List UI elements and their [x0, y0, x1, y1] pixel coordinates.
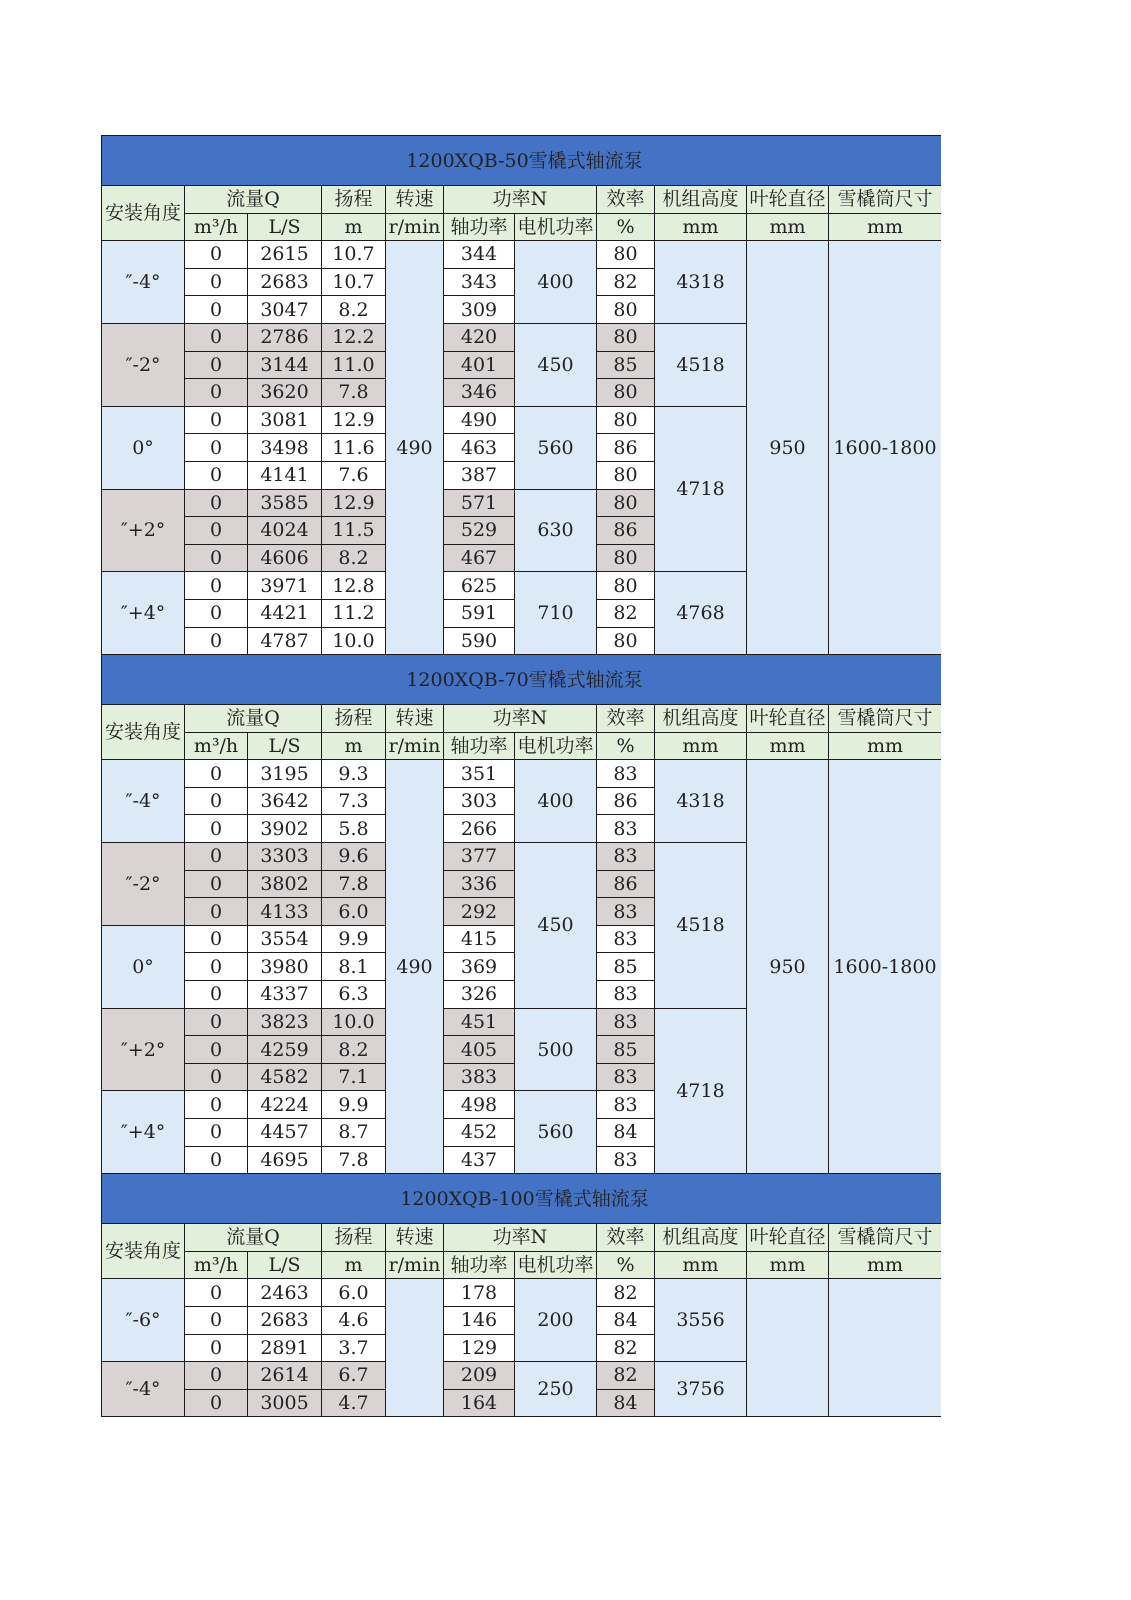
efficiency-cell: 83 [597, 1146, 655, 1174]
efficiency-cell: 85 [597, 953, 655, 981]
shaft-power-cell: 266 [444, 815, 515, 843]
header-flow: 流量Q [185, 1224, 322, 1252]
efficiency-cell: 86 [597, 787, 655, 815]
shaft-power-cell: 303 [444, 787, 515, 815]
flow-ls-cell: 3081 [248, 406, 322, 434]
flow-m3h-cell: 0 [185, 268, 248, 296]
header-unit-height: 机组高度 [655, 186, 747, 214]
shaft-power-cell: 343 [444, 268, 515, 296]
shaft-power-cell: 336 [444, 870, 515, 898]
flow-m3h-cell: 0 [185, 1279, 248, 1307]
efficiency-cell: 80 [597, 296, 655, 324]
flow-m3h-cell: 0 [185, 1334, 248, 1362]
speed-cell: 490 [386, 241, 444, 655]
efficiency-cell: 82 [597, 1279, 655, 1307]
flow-ls-cell: 4695 [248, 1146, 322, 1174]
efficiency-cell: 83 [597, 981, 655, 1009]
angle-cell: 0° [102, 925, 185, 1008]
head-cell: 7.6 [322, 461, 386, 489]
angle-cell: ″-4° [102, 1362, 185, 1417]
flow-m3h-cell: 0 [185, 815, 248, 843]
head-cell: 9.6 [322, 843, 386, 871]
flow-ls-cell: 2614 [248, 1362, 322, 1390]
unit-flow-m3h: m³/h [185, 732, 248, 760]
unit-speed: r/min [386, 732, 444, 760]
flow-ls-cell: 3802 [248, 870, 322, 898]
shaft-power-cell: 451 [444, 1008, 515, 1036]
unit-efficiency: % [597, 1251, 655, 1279]
unit-height-cell: 4518 [655, 843, 747, 1009]
flow-m3h-cell: 0 [185, 544, 248, 572]
flow-m3h-cell: 0 [185, 351, 248, 379]
shaft-power-cell: 591 [444, 599, 515, 627]
motor-power-cell: 500 [515, 1008, 597, 1091]
flow-m3h-cell: 0 [185, 406, 248, 434]
flow-m3h-cell: 0 [185, 627, 248, 655]
shaft-power-cell: 344 [444, 241, 515, 269]
angle-cell: ″+4° [102, 1091, 185, 1174]
efficiency-cell: 86 [597, 434, 655, 462]
head-cell: 10.0 [322, 1008, 386, 1036]
header-unit-height: 机组高度 [655, 705, 747, 733]
flow-m3h-cell: 0 [185, 760, 248, 788]
flow-m3h-cell: 0 [185, 981, 248, 1009]
table-title: 1200XQB-70雪橇式轴流泵 [102, 655, 942, 705]
shaft-power-cell: 590 [444, 627, 515, 655]
flow-ls-cell: 3980 [248, 953, 322, 981]
motor-power-cell: 710 [515, 572, 597, 655]
table-title: 1200XQB-100雪橇式轴流泵 [102, 1174, 942, 1224]
header-efficiency: 效率 [597, 1224, 655, 1252]
unit-impeller-diameter: mm [747, 732, 829, 760]
flow-m3h-cell: 0 [185, 953, 248, 981]
head-cell: 11.5 [322, 517, 386, 545]
efficiency-cell: 84 [597, 1119, 655, 1147]
unit-flow-m3h: m³/h [185, 213, 248, 241]
angle-cell: 0° [102, 406, 185, 489]
shaft-power-cell: 129 [444, 1334, 515, 1362]
efficiency-cell: 83 [597, 1008, 655, 1036]
angle-cell: ″+4° [102, 572, 185, 655]
flow-ls-cell: 2615 [248, 241, 322, 269]
flow-m3h-cell: 0 [185, 599, 248, 627]
flow-m3h-cell: 0 [185, 1146, 248, 1174]
shaft-power-cell: 401 [444, 351, 515, 379]
flow-ls-cell: 3144 [248, 351, 322, 379]
flow-m3h-cell: 0 [185, 870, 248, 898]
header-sledge-size: 雪橇筒尺寸 [829, 186, 942, 214]
shaft-power-cell: 405 [444, 1036, 515, 1064]
flow-m3h-cell: 0 [185, 925, 248, 953]
head-cell: 10.0 [322, 627, 386, 655]
flow-ls-cell: 3585 [248, 489, 322, 517]
efficiency-cell: 80 [597, 406, 655, 434]
shaft-power-cell: 415 [444, 925, 515, 953]
header-flow: 流量Q [185, 186, 322, 214]
title-row [102, 136, 942, 186]
motor-power-cell: 250 [515, 1362, 597, 1417]
flow-ls-cell: 4421 [248, 599, 322, 627]
header-row [102, 1224, 942, 1252]
efficiency-cell: 83 [597, 843, 655, 871]
flow-m3h-cell: 0 [185, 572, 248, 600]
shaft-power-cell: 571 [444, 489, 515, 517]
header-speed: 转速 [386, 1224, 444, 1252]
flow-ls-cell: 3642 [248, 787, 322, 815]
flow-m3h-cell: 0 [185, 1036, 248, 1064]
unit-sledge-size: mm [829, 732, 942, 760]
motor-power-cell: 560 [515, 406, 597, 489]
header-head: 扬程 [322, 1224, 386, 1252]
shaft-power-cell: 467 [444, 544, 515, 572]
header-impeller-diameter: 叶轮直径 [747, 1224, 829, 1252]
head-cell: 4.7 [322, 1389, 386, 1417]
head-cell: 7.3 [322, 787, 386, 815]
unit-height-cell: 4718 [655, 1008, 747, 1174]
head-cell: 8.2 [322, 544, 386, 572]
header-angle: 安装角度 [102, 1224, 185, 1279]
shaft-power-cell: 369 [444, 953, 515, 981]
head-cell: 4.6 [322, 1306, 386, 1334]
flow-ls-cell: 4024 [248, 517, 322, 545]
efficiency-cell: 80 [597, 544, 655, 572]
flow-ls-cell: 3902 [248, 815, 322, 843]
efficiency-cell: 82 [597, 1362, 655, 1390]
efficiency-cell: 84 [597, 1389, 655, 1417]
unit-height-cell: 4718 [655, 406, 747, 572]
head-cell: 10.7 [322, 268, 386, 296]
shaft-power-cell: 146 [444, 1306, 515, 1334]
unit-flow-ls: L/S [248, 213, 322, 241]
flow-ls-cell: 3823 [248, 1008, 322, 1036]
efficiency-cell: 80 [597, 379, 655, 407]
data-row [102, 760, 942, 788]
unit-impeller-diameter: mm [747, 213, 829, 241]
motor-power-cell: 630 [515, 489, 597, 572]
unit-flow-m3h: m³/h [185, 1251, 248, 1279]
angle-cell: ″-4° [102, 760, 185, 843]
head-cell: 8.1 [322, 953, 386, 981]
shaft-power-cell: 346 [444, 379, 515, 407]
unit-height-cell: 4768 [655, 572, 747, 655]
unit-height-cell: 3756 [655, 1362, 747, 1417]
head-cell: 6.0 [322, 898, 386, 926]
shaft-power-cell: 490 [444, 406, 515, 434]
flow-m3h-cell: 0 [185, 1389, 248, 1417]
header-impeller-diameter: 叶轮直径 [747, 186, 829, 214]
shaft-power-cell: 377 [444, 843, 515, 871]
head-cell: 9.9 [322, 1091, 386, 1119]
shaft-power-cell: 463 [444, 434, 515, 462]
flow-ls-cell: 3971 [248, 572, 322, 600]
sledge-size-cell [829, 1279, 942, 1417]
angle-cell: ″+2° [102, 489, 185, 572]
shaft-power-cell: 326 [444, 981, 515, 1009]
motor-power-cell: 560 [515, 1091, 597, 1174]
shaft-power-cell: 452 [444, 1119, 515, 1147]
efficiency-cell: 82 [597, 268, 655, 296]
flow-m3h-cell: 0 [185, 843, 248, 871]
shaft-power-cell: 209 [444, 1362, 515, 1390]
unit-unit-height: mm [655, 732, 747, 760]
head-cell: 11.0 [322, 351, 386, 379]
motor-power-cell: 400 [515, 241, 597, 324]
motor-power-cell: 450 [515, 323, 597, 406]
efficiency-cell: 83 [597, 898, 655, 926]
flow-m3h-cell: 0 [185, 489, 248, 517]
header-head: 扬程 [322, 705, 386, 733]
unit-motor-power: 电机功率 [515, 732, 597, 760]
pump-spec-table [101, 135, 941, 1417]
efficiency-cell: 80 [597, 572, 655, 600]
impeller-diameter-cell: 950 [747, 241, 829, 655]
angle-cell: ″-4° [102, 241, 185, 324]
header-sledge-size: 雪橇筒尺寸 [829, 705, 942, 733]
unit-head: m [322, 732, 386, 760]
angle-cell: ″-2° [102, 323, 185, 406]
head-cell: 12.2 [322, 323, 386, 351]
efficiency-cell: 83 [597, 925, 655, 953]
flow-ls-cell: 3554 [248, 925, 322, 953]
header-head: 扬程 [322, 186, 386, 214]
unit-sledge-size: mm [829, 213, 942, 241]
flow-ls-cell: 4259 [248, 1036, 322, 1064]
flow-ls-cell: 2786 [248, 323, 322, 351]
unit-unit-height: mm [655, 1251, 747, 1279]
efficiency-cell: 83 [597, 815, 655, 843]
shaft-power-cell: 383 [444, 1063, 515, 1091]
shaft-power-cell: 420 [444, 323, 515, 351]
efficiency-cell: 80 [597, 627, 655, 655]
flow-ls-cell: 4606 [248, 544, 322, 572]
unit-speed: r/min [386, 213, 444, 241]
shaft-power-cell: 164 [444, 1389, 515, 1417]
flow-ls-cell: 4141 [248, 461, 322, 489]
flow-ls-cell: 4224 [248, 1091, 322, 1119]
header-impeller-diameter: 叶轮直径 [747, 705, 829, 733]
data-row [102, 1279, 942, 1307]
flow-ls-cell: 4582 [248, 1063, 322, 1091]
head-cell: 6.0 [322, 1279, 386, 1307]
flow-m3h-cell: 0 [185, 241, 248, 269]
flow-m3h-cell: 0 [185, 461, 248, 489]
flow-ls-cell: 3047 [248, 296, 322, 324]
efficiency-cell: 82 [597, 1334, 655, 1362]
angle-cell: ″-2° [102, 843, 185, 926]
header-angle: 安装角度 [102, 186, 185, 241]
flow-ls-cell: 2891 [248, 1334, 322, 1362]
title-row [102, 1174, 942, 1224]
shaft-power-cell: 437 [444, 1146, 515, 1174]
head-cell: 11.2 [322, 599, 386, 627]
header-angle: 安装角度 [102, 705, 185, 760]
efficiency-cell: 80 [597, 241, 655, 269]
flow-ls-cell: 3005 [248, 1389, 322, 1417]
unit-impeller-diameter: mm [747, 1251, 829, 1279]
flow-m3h-cell: 0 [185, 296, 248, 324]
header-sledge-size: 雪橇筒尺寸 [829, 1224, 942, 1252]
head-cell: 8.2 [322, 1036, 386, 1064]
unit-sledge-size: mm [829, 1251, 942, 1279]
shaft-power-cell: 625 [444, 572, 515, 600]
flow-ls-cell: 4787 [248, 627, 322, 655]
unit-flow-ls: L/S [248, 1251, 322, 1279]
head-cell: 11.6 [322, 434, 386, 462]
sledge-size-cell: 1600-1800 [829, 760, 942, 1174]
head-cell: 7.1 [322, 1063, 386, 1091]
flow-m3h-cell: 0 [185, 1362, 248, 1390]
shaft-power-cell: 387 [444, 461, 515, 489]
head-cell: 9.9 [322, 925, 386, 953]
speed-cell: 490 [386, 760, 444, 1174]
flow-ls-cell: 4457 [248, 1119, 322, 1147]
header-power: 功率N [444, 186, 597, 214]
head-cell: 8.2 [322, 296, 386, 324]
unit-row [102, 213, 942, 241]
flow-ls-cell: 3303 [248, 843, 322, 871]
flow-ls-cell: 2683 [248, 1306, 322, 1334]
flow-m3h-cell: 0 [185, 1008, 248, 1036]
flow-ls-cell: 3620 [248, 379, 322, 407]
head-cell: 9.3 [322, 760, 386, 788]
head-cell: 7.8 [322, 379, 386, 407]
flow-m3h-cell: 0 [185, 1063, 248, 1091]
flow-ls-cell: 2463 [248, 1279, 322, 1307]
impeller-diameter-cell: 950 [747, 760, 829, 1174]
head-cell: 3.7 [322, 1334, 386, 1362]
shaft-power-cell: 529 [444, 517, 515, 545]
header-row [102, 705, 942, 733]
head-cell: 7.8 [322, 1146, 386, 1174]
head-cell: 12.9 [322, 489, 386, 517]
flow-m3h-cell: 0 [185, 434, 248, 462]
flow-m3h-cell: 0 [185, 1091, 248, 1119]
flow-ls-cell: 4337 [248, 981, 322, 1009]
motor-power-cell: 450 [515, 843, 597, 1009]
efficiency-cell: 80 [597, 489, 655, 517]
efficiency-cell: 84 [597, 1306, 655, 1334]
shaft-power-cell: 309 [444, 296, 515, 324]
impeller-diameter-cell [747, 1279, 829, 1417]
flow-ls-cell: 2683 [248, 268, 322, 296]
shaft-power-cell: 178 [444, 1279, 515, 1307]
unit-row [102, 1251, 942, 1279]
title-row [102, 655, 942, 705]
unit-height-cell: 4318 [655, 760, 747, 843]
unit-efficiency: % [597, 213, 655, 241]
flow-m3h-cell: 0 [185, 787, 248, 815]
shaft-power-cell: 498 [444, 1091, 515, 1119]
header-power: 功率N [444, 1224, 597, 1252]
unit-shaft-power: 轴功率 [444, 213, 515, 241]
flow-m3h-cell: 0 [185, 517, 248, 545]
flow-m3h-cell: 0 [185, 1306, 248, 1334]
unit-head: m [322, 1251, 386, 1279]
header-speed: 转速 [386, 186, 444, 214]
efficiency-cell: 82 [597, 599, 655, 627]
angle-cell: ″+2° [102, 1008, 185, 1091]
shaft-power-cell: 292 [444, 898, 515, 926]
unit-height-cell: 3556 [655, 1279, 747, 1362]
efficiency-cell: 85 [597, 351, 655, 379]
head-cell: 7.8 [322, 870, 386, 898]
motor-power-cell: 200 [515, 1279, 597, 1362]
sledge-size-cell: 1600-1800 [829, 241, 942, 655]
efficiency-cell: 80 [597, 461, 655, 489]
unit-row [102, 732, 942, 760]
efficiency-cell: 83 [597, 1063, 655, 1091]
motor-power-cell: 400 [515, 760, 597, 843]
flow-m3h-cell: 0 [185, 898, 248, 926]
header-speed: 转速 [386, 705, 444, 733]
efficiency-cell: 85 [597, 1036, 655, 1064]
unit-motor-power: 电机功率 [515, 1251, 597, 1279]
unit-unit-height: mm [655, 213, 747, 241]
shaft-power-cell: 351 [444, 760, 515, 788]
efficiency-cell: 86 [597, 517, 655, 545]
header-flow: 流量Q [185, 705, 322, 733]
flow-ls-cell: 3195 [248, 760, 322, 788]
head-cell: 12.9 [322, 406, 386, 434]
unit-flow-ls: L/S [248, 732, 322, 760]
head-cell: 6.7 [322, 1362, 386, 1390]
head-cell: 8.7 [322, 1119, 386, 1147]
efficiency-cell: 86 [597, 870, 655, 898]
unit-motor-power: 电机功率 [515, 213, 597, 241]
header-efficiency: 效率 [597, 705, 655, 733]
flow-m3h-cell: 0 [185, 1119, 248, 1147]
table-title: 1200XQB-50雪橇式轴流泵 [102, 136, 942, 186]
unit-shaft-power: 轴功率 [444, 1251, 515, 1279]
angle-cell: ″-6° [102, 1279, 185, 1362]
head-cell: 5.8 [322, 815, 386, 843]
head-cell: 6.3 [322, 981, 386, 1009]
head-cell: 12.8 [322, 572, 386, 600]
flow-m3h-cell: 0 [185, 379, 248, 407]
header-power: 功率N [444, 705, 597, 733]
unit-efficiency: % [597, 732, 655, 760]
flow-m3h-cell: 0 [185, 323, 248, 351]
header-efficiency: 效率 [597, 186, 655, 214]
header-row [102, 186, 942, 214]
efficiency-cell: 83 [597, 760, 655, 788]
unit-shaft-power: 轴功率 [444, 732, 515, 760]
efficiency-cell: 80 [597, 323, 655, 351]
speed-cell [386, 1279, 444, 1417]
unit-height-cell: 4318 [655, 241, 747, 324]
head-cell: 10.7 [322, 241, 386, 269]
unit-speed: r/min [386, 1251, 444, 1279]
header-unit-height: 机组高度 [655, 1224, 747, 1252]
pump-spec-sheet [101, 135, 941, 1443]
flow-ls-cell: 4133 [248, 898, 322, 926]
unit-head: m [322, 213, 386, 241]
flow-ls-cell: 3498 [248, 434, 322, 462]
unit-height-cell: 4518 [655, 323, 747, 406]
data-row [102, 241, 942, 269]
efficiency-cell: 83 [597, 1091, 655, 1119]
